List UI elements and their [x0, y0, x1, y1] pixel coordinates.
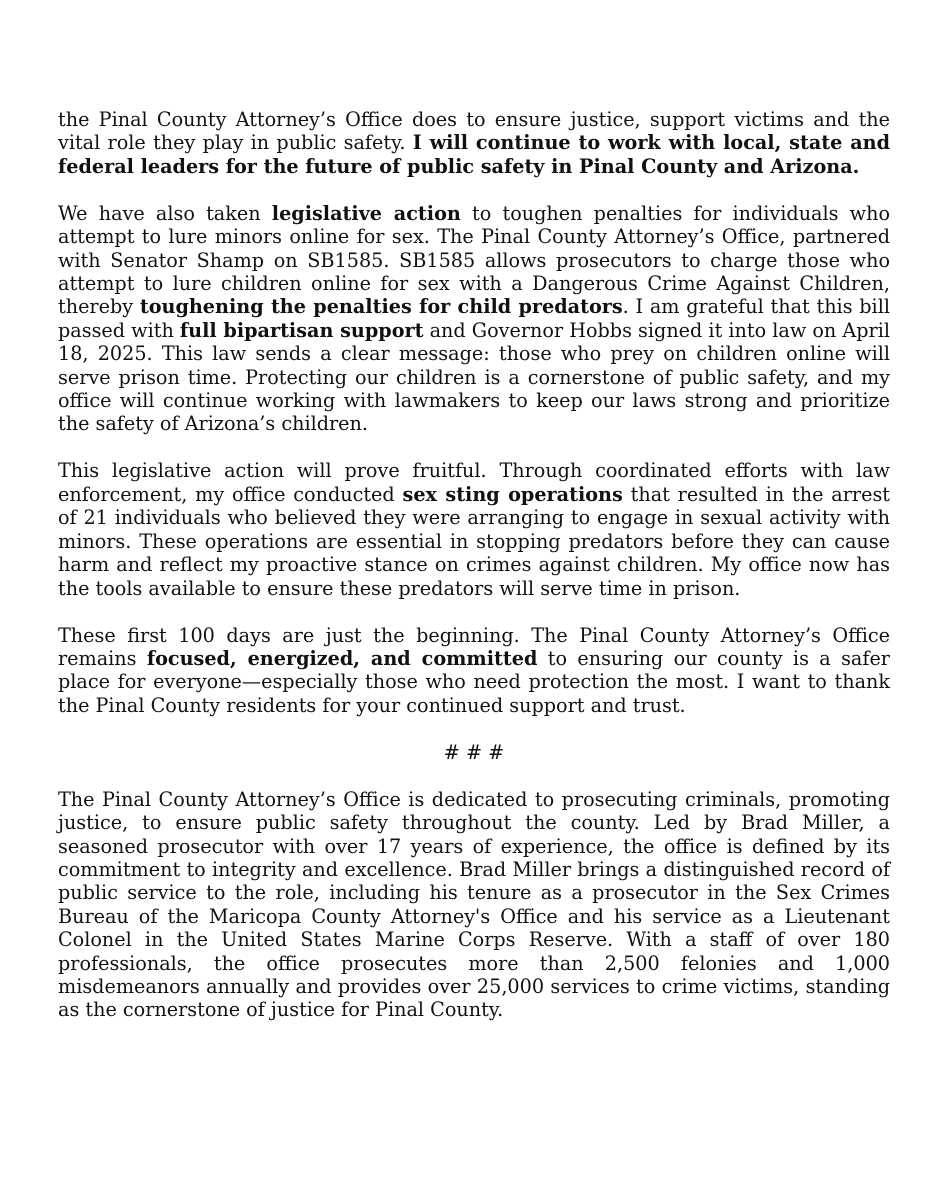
bold-text-run: toughening the penalties for child predators — [139, 295, 623, 319]
bold-text-run: focused, energized, and committed — [146, 646, 538, 670]
text-run: This legislative action will prove fruitful. Through coordinated efforts with law enforcement, my office conducted — [58, 459, 890, 506]
bold-text-run: I will continue to work with local, state and federal leaders for the future of public safety in Pinal County and Arizona. — [58, 131, 890, 178]
text-run: These first 100 days are just the beginning. The Pinal County Attorney’s Office remains — [58, 623, 890, 670]
text-run: to ensuring our county is a safer place for everyone—especially those who need protection the most. I want to thank the Pinal County residents for your continued support and trust. — [58, 646, 890, 717]
text-run: the Pinal County Attorney’s Office does to ensure justice, support victims and the vital role they play in public safety. — [58, 108, 890, 155]
text-run: We have also taken — [58, 201, 272, 225]
text-run: . I am grateful that this bill passed with — [58, 295, 890, 342]
paragraph-public-safety — [58, 108, 890, 178]
bold-text-run: legislative action — [271, 201, 461, 225]
section-divider: # # # — [443, 740, 505, 764]
text-run: and Governor Hobbs signed it into law on April 18, 2025. This law sends a clear message: those who prey on children online will serve prison time. Protecting our children is a cornerstone of public safety, and my office will continue working with lawmakers to keep our laws strong and prioritize the safety of Arizona’s children. — [58, 318, 890, 436]
text-run: to toughen penalties for individuals who attempt to lure minors online for sex. The Pinal County Attorney’s Office, partnered with Senator Shamp on SB1585. SB1585 allows prosecutors to charge those who attempt to lure children online for sex with a Dangerous Crime Against Children, thereby — [58, 201, 891, 319]
text-run: that resulted in the arrest of 21 individuals who believed they were arranging to engage in sexual activity with minors. These operations are essential in stopping predators before they can cause harm and reflect my proactive stance on crimes against children. My office now has the tools available to ensure these predators will serve time in prison. — [58, 482, 890, 600]
paragraph-first-100-days — [58, 624, 890, 718]
bold-text-run: sex sting operations — [402, 482, 623, 506]
paragraph-legislative-action — [58, 202, 890, 436]
document-page — [58, 108, 890, 1045]
paragraph-sting-operations — [58, 459, 890, 599]
paragraph-about-office: The Pinal County Attorney’s Office is dedicated to prosecuting criminals, promoting justice, to ensure public safety throughout the county. Led by Brad Miller, a seasoned prosecutor with over 17 years of experience, the office is defined by its commitment to integrity and excellence. Brad Miller brings a distinguished record of public service to the role, including his tenure as a prosecutor in the Sex Crimes Bureau of the Maricopa County Attorney's Office and his service as a Lieutenant Colonel in the United States Marine Corps Reserve. With a staff of over 180 professionals, the office prosecutes more than 2,500 felonies and 1,000 misdemeanors annually and provides over 25,000 services to crime victims, standing as the cornerstone of justice for Pinal County. — [58, 787, 890, 1022]
bold-text-run: full bipartisan support — [179, 318, 424, 342]
